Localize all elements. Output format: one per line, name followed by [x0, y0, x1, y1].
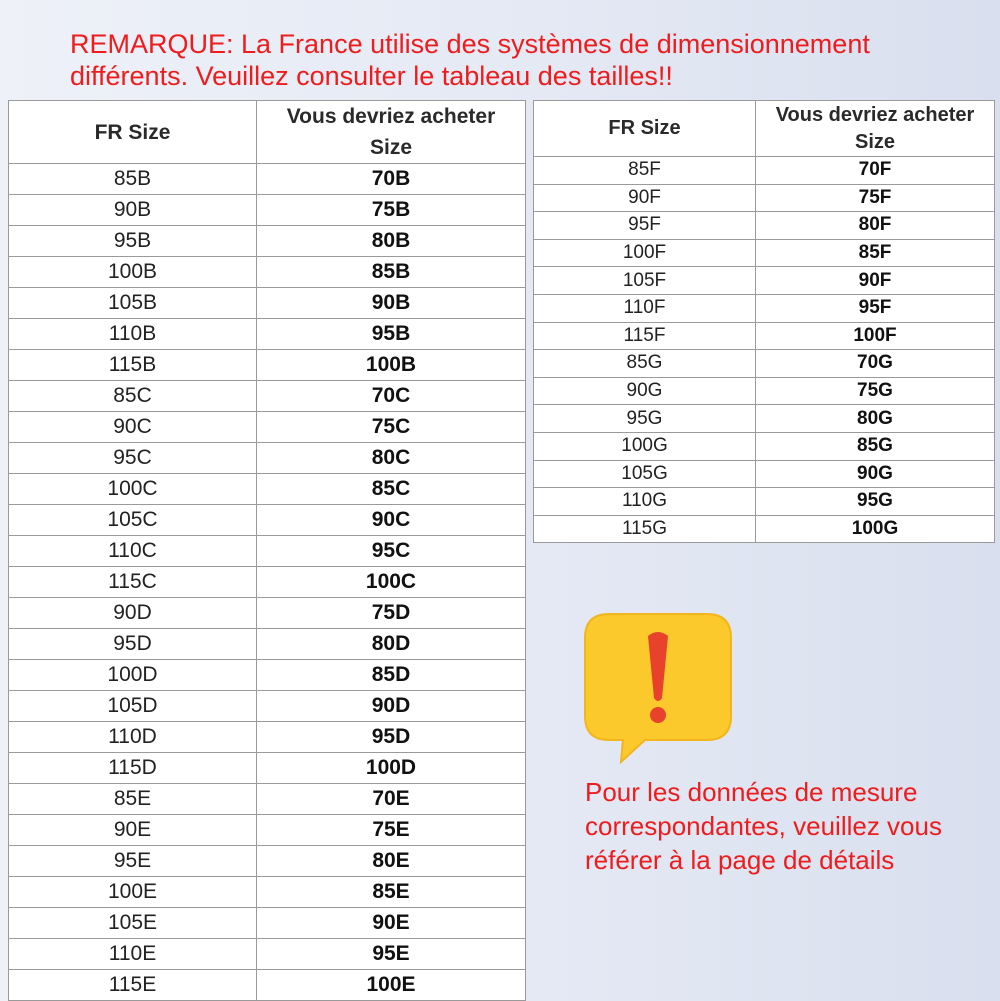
- table-row: [9, 660, 526, 691]
- buy-size-cell: 80G: [756, 405, 995, 433]
- buy-size-cell: 100C: [257, 567, 526, 598]
- table-row: [9, 877, 526, 908]
- table-row: [9, 722, 526, 753]
- table-row: [9, 970, 526, 1001]
- buy-size-cell: 95D: [257, 722, 526, 753]
- header-should-buy-line-1: Vous devriez acheter: [286, 105, 496, 128]
- table-row: [9, 908, 526, 939]
- table-row: [9, 350, 526, 381]
- table-row: [9, 598, 526, 629]
- buy-size-cell: 95F: [756, 294, 995, 322]
- buy-size-cell: 85F: [756, 239, 995, 267]
- buy-size-cell: 70B: [257, 164, 526, 195]
- table-row: [9, 505, 526, 536]
- notice-line-1: REMARQUE: La France utilise des systèmes de dimensionnement: [70, 29, 870, 59]
- buy-size-cell: 100F: [756, 322, 995, 350]
- header-should-buy: [756, 101, 995, 157]
- fr-size-cell: 110D: [9, 722, 257, 753]
- buy-size-cell: 85C: [257, 474, 526, 505]
- buy-size-cell: 75C: [257, 412, 526, 443]
- fr-size-cell: 85F: [534, 157, 756, 185]
- buy-size-cell: 70C: [257, 381, 526, 412]
- buy-size-cell: 70G: [756, 350, 995, 378]
- fr-size-cell: 95E: [9, 846, 257, 877]
- table-row: [9, 815, 526, 846]
- fr-size-cell: 115D: [9, 753, 257, 784]
- table-row: [534, 350, 995, 378]
- fr-size-cell: 115C: [9, 567, 257, 598]
- buy-size-cell: 85D: [257, 660, 526, 691]
- fr-size-cell: 110F: [534, 294, 756, 322]
- fr-size-cell: 100G: [534, 432, 756, 460]
- table-row: [534, 460, 995, 488]
- table-row: [534, 267, 995, 295]
- buy-size-cell: 95C: [257, 536, 526, 567]
- buy-size-cell: 75F: [756, 184, 995, 212]
- fr-size-cell: 105D: [9, 691, 257, 722]
- table-row: [534, 432, 995, 460]
- buy-size-cell: 90B: [257, 288, 526, 319]
- table-row: [9, 443, 526, 474]
- table-row: [534, 488, 995, 516]
- fr-size-cell: 95D: [9, 629, 257, 660]
- table-row: [9, 629, 526, 660]
- fr-size-cell: 85G: [534, 350, 756, 378]
- table-row: [9, 846, 526, 877]
- table-row: [534, 322, 995, 350]
- info-line-3: référer à la page de détails: [585, 845, 895, 875]
- fr-size-cell: 90F: [534, 184, 756, 212]
- buy-size-cell: 90E: [257, 908, 526, 939]
- fr-size-cell: 100B: [9, 257, 257, 288]
- fr-size-cell: 105G: [534, 460, 756, 488]
- header-fr-size: FR Size: [534, 101, 756, 157]
- fr-size-cell: 85C: [9, 381, 257, 412]
- header-should-buy-line-2: Size: [854, 130, 896, 153]
- notice-line-2: différents. Veuillez consulter le tableau des tailles!!: [70, 61, 673, 91]
- header-fr-size: FR Size: [9, 101, 257, 164]
- buy-size-cell: 90F: [756, 267, 995, 295]
- table-header-row: [9, 101, 526, 164]
- buy-size-cell: 75B: [257, 195, 526, 226]
- fr-size-cell: 95C: [9, 443, 257, 474]
- buy-size-cell: 100G: [756, 515, 995, 543]
- fr-size-cell: 90G: [534, 377, 756, 405]
- buy-size-cell: 75E: [257, 815, 526, 846]
- buy-size-cell: 80B: [257, 226, 526, 257]
- table-row: [9, 753, 526, 784]
- size-system-notice: [70, 28, 990, 92]
- fr-size-cell: 100E: [9, 877, 257, 908]
- table-row: [9, 536, 526, 567]
- header-should-buy-line-2: Size: [369, 136, 413, 159]
- buy-size-cell: 85G: [756, 432, 995, 460]
- fr-size-cell: 85E: [9, 784, 257, 815]
- fr-size-cell: 105E: [9, 908, 257, 939]
- buy-size-cell: 70F: [756, 157, 995, 185]
- table-header-row: [534, 101, 995, 157]
- buy-size-cell: 95G: [756, 488, 995, 516]
- table-row: [9, 319, 526, 350]
- info-line-1: Pour les données de mesure: [585, 777, 918, 807]
- fr-size-cell: 90E: [9, 815, 257, 846]
- exclamation-speech-bubble-icon: [583, 612, 733, 764]
- measurement-info-text: [585, 775, 995, 877]
- info-line-2: correspondantes, veuillez vous: [585, 811, 942, 841]
- buy-size-cell: 75G: [756, 377, 995, 405]
- header-should-buy: [257, 101, 526, 164]
- buy-size-cell: 90C: [257, 505, 526, 536]
- table-row: [9, 164, 526, 195]
- table-row: [534, 515, 995, 543]
- buy-size-cell: 80C: [257, 443, 526, 474]
- fr-size-cell: 105C: [9, 505, 257, 536]
- buy-size-cell: 90G: [756, 460, 995, 488]
- table-row: [534, 239, 995, 267]
- table-row: [9, 226, 526, 257]
- size-table-f-to-g: [533, 100, 995, 543]
- fr-size-cell: 110E: [9, 939, 257, 970]
- table-row: [534, 157, 995, 185]
- fr-size-cell: 100F: [534, 239, 756, 267]
- buy-size-cell: 90D: [257, 691, 526, 722]
- buy-size-cell: 85E: [257, 877, 526, 908]
- table-row: [534, 377, 995, 405]
- fr-size-cell: 95B: [9, 226, 257, 257]
- buy-size-cell: 70E: [257, 784, 526, 815]
- buy-size-cell: 100E: [257, 970, 526, 1001]
- buy-size-cell: 80D: [257, 629, 526, 660]
- table-row: [534, 212, 995, 240]
- table-row: [9, 691, 526, 722]
- fr-size-cell: 110B: [9, 319, 257, 350]
- table-row: [9, 381, 526, 412]
- fr-size-cell: 95G: [534, 405, 756, 433]
- fr-size-cell: 110G: [534, 488, 756, 516]
- table-row: [9, 939, 526, 970]
- size-table-b-to-e: [8, 100, 526, 1001]
- fr-size-cell: 105B: [9, 288, 257, 319]
- buy-size-cell: 80E: [257, 846, 526, 877]
- fr-size-cell: 90C: [9, 412, 257, 443]
- fr-size-cell: 110C: [9, 536, 257, 567]
- table-row: [534, 184, 995, 212]
- buy-size-cell: 100D: [257, 753, 526, 784]
- fr-size-cell: 90D: [9, 598, 257, 629]
- fr-size-cell: 100C: [9, 474, 257, 505]
- fr-size-cell: 115G: [534, 515, 756, 543]
- table-row: [534, 294, 995, 322]
- buy-size-cell: 75D: [257, 598, 526, 629]
- fr-size-cell: 115B: [9, 350, 257, 381]
- fr-size-cell: 90B: [9, 195, 257, 226]
- buy-size-cell: 100B: [257, 350, 526, 381]
- fr-size-cell: 115F: [534, 322, 756, 350]
- buy-size-cell: 85B: [257, 257, 526, 288]
- fr-size-cell: 85B: [9, 164, 257, 195]
- table-row: [9, 412, 526, 443]
- table-row: [534, 405, 995, 433]
- fr-size-cell: 95F: [534, 212, 756, 240]
- table-row: [9, 784, 526, 815]
- table-row: [9, 257, 526, 288]
- fr-size-cell: 105F: [534, 267, 756, 295]
- buy-size-cell: 95B: [257, 319, 526, 350]
- buy-size-cell: 95E: [257, 939, 526, 970]
- table-row: [9, 195, 526, 226]
- table-row: [9, 288, 526, 319]
- table-row: [9, 567, 526, 598]
- fr-size-cell: 100D: [9, 660, 257, 691]
- table-row: [9, 474, 526, 505]
- header-should-buy-line-1: Vous devriez acheter: [775, 103, 975, 126]
- fr-size-cell: 115E: [9, 970, 257, 1001]
- buy-size-cell: 80F: [756, 212, 995, 240]
